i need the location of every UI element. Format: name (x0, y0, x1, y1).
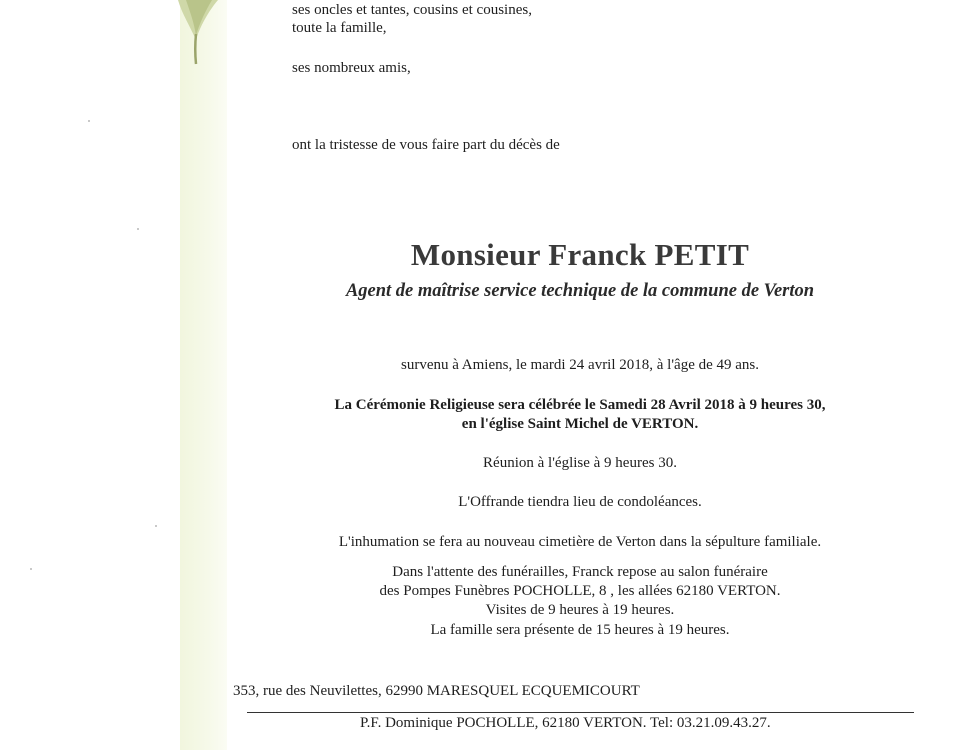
paper-speck (88, 120, 90, 122)
burial-info: L'inhumation se fera au nouveau cimetière de Verton dans la sépulture familiale. (338, 534, 822, 550)
footer-divider (247, 712, 914, 713)
funeral-home-footer: P.F. Dominique POCHOLLE, 62180 VERTON. Tel: 03.21.09.43.27. (360, 715, 771, 731)
family-line-uncles-aunts: ses oncles et tantes, cousins et cousines, (292, 2, 532, 18)
visitation-line-3: Visites de 9 heures à 19 heures. (485, 602, 675, 618)
deceased-name: Monsieur Franck PETIT (410, 237, 750, 272)
death-info: survenu à Amiens, le mardi 24 avril 2018, à l'âge de 49 ans. (400, 357, 760, 373)
family-line-whole-family: toute la famille, (292, 20, 387, 36)
decorative-side-band (180, 0, 227, 750)
family-address: 353, rue des Neuvilettes, 62990 MARESQUEL ECQUEMICOURT (233, 683, 640, 699)
ceremony-line-2: en l'église Saint Michel de VERTON. (461, 416, 699, 432)
paper-speck (30, 568, 32, 570)
visitation-line-4: La famille sera présente de 15 heures à 19 heures. (430, 622, 730, 638)
visitation-line-1: Dans l'attente des funérailles, Franck repose au salon funéraire (392, 564, 768, 580)
leaf-decoration-icon (168, 0, 238, 70)
visitation-line-2: des Pompes Funèbres POCHOLLE, 8 , les allées 62180 VERTON. (379, 583, 781, 599)
offering-info: L'Offrande tiendra lieu de condoléances. (458, 494, 702, 510)
paper-speck (155, 525, 157, 527)
meeting-info: Réunion à l'église à 9 heures 30. (483, 455, 677, 471)
deceased-role: Agent de maîtrise service technique de la commune de Verton (345, 281, 815, 301)
ceremony-line-1: La Cérémonie Religieuse sera célébrée le Samedi 28 Avril 2018 à 9 heures 30, (334, 397, 826, 413)
paper-speck (137, 228, 139, 230)
announcement-text: ont la tristesse de vous faire part du décès de (292, 137, 560, 153)
family-line-friends: ses nombreux amis, (292, 60, 411, 76)
